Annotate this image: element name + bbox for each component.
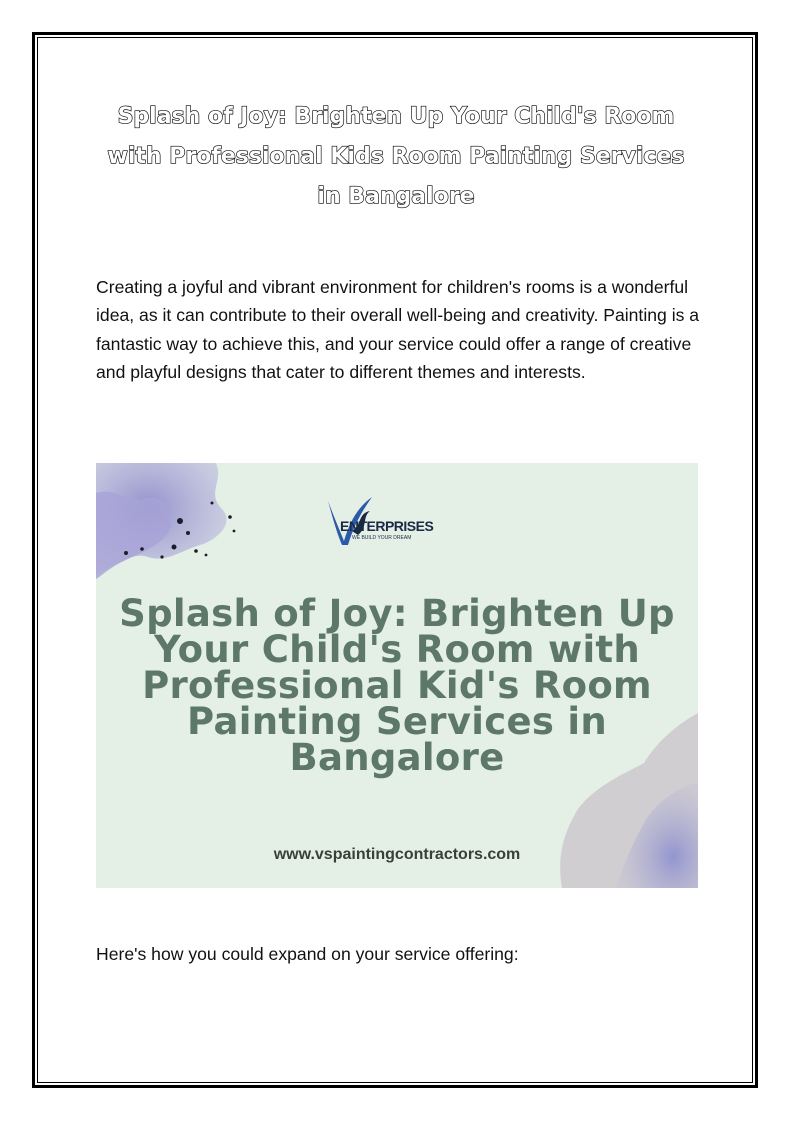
logo-tagline: WE BUILD YOUR DREAM xyxy=(352,535,412,541)
outro-paragraph: Here's how you could expand on your service offering: xyxy=(96,944,519,964)
banner-image xyxy=(96,463,698,888)
banner-website-url: www.vspaintingcontractors.com xyxy=(273,846,521,863)
logo-wordmark: ENTERPRISES xyxy=(340,518,434,534)
document-title: Splash of Joy: Brighten Up Your Child's Room with Professional Kids Room Painting Services in Bangalore xyxy=(107,104,685,209)
banner-title: Splash of Joy: Brighten Up Your Child's Room with Professional Kid's Room Painting Services in Bangalore xyxy=(119,592,675,779)
intro-paragraph: Creating a joyful and vibrant environment for children's rooms is a wonderful idea, as it can contribute to their overall well-being and creativity. Painting is a fantastic way to achieve this, and your service could offer a range of creative and playful designs that cater to different themes and interests. xyxy=(96,277,700,383)
